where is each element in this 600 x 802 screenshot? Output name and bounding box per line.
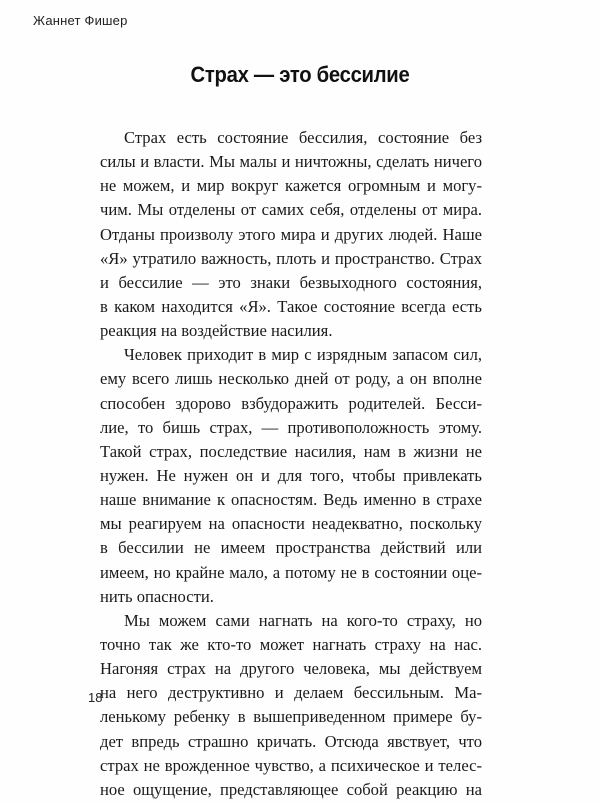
text-line: нить опасности. xyxy=(100,586,214,606)
text-line: чим. Мы отделены от самих себя, отделены от мира. xyxy=(100,200,482,220)
text-line: Мы можем сами нагнать на кого-то страху, но xyxy=(124,610,482,630)
text-line: ему всего лишь несколько дней от роду, а он вполне xyxy=(100,369,482,389)
text-line: реакция на воздействие насилия. xyxy=(100,321,333,341)
text-line: и бессилие — это знаки безвыходного состояния, xyxy=(100,272,482,292)
text-line: страх не врожденное чувство, а психическое и телес- xyxy=(100,755,482,775)
chapter-title: Страх — это бессилие xyxy=(190,62,410,87)
text-line: точно так же кто-то может нагнать страху на нас. xyxy=(100,634,482,654)
paragraph-1 xyxy=(100,126,482,343)
text-line: ленькому ребенку в вышеприведенном примере бу- xyxy=(100,707,482,727)
text-line: ное ощущение, представляющее собой реакцию на xyxy=(100,779,482,799)
text-line: способен здорово взбудоражить родителей. Бесси- xyxy=(100,393,482,413)
text-line: Такой страх, последствие насилия, нам в жизни не xyxy=(100,441,482,461)
text-line: Нагоняя страх на другого человека, мы действуем xyxy=(100,659,482,679)
body-text xyxy=(100,126,482,802)
text-line: в каком находится «Я». Такое состояние всегда есть xyxy=(100,296,482,316)
text-line: наше внимание к опасностям. Ведь именно в страхе xyxy=(100,490,482,510)
text-line: лие, то бишь страх, — противоположность этому. xyxy=(100,417,482,437)
text-line: дет впредь страшно кричать. Отсюда явствует, что xyxy=(100,731,482,751)
text-line: не можем, и мир вокруг кажется огромным и могу- xyxy=(100,176,482,196)
text-line: Отданы произволу этого мира и других людей. Наше xyxy=(100,224,482,244)
text-line: в бессилии не имеем пространства действий или xyxy=(100,538,482,558)
page-number: 18 xyxy=(88,690,103,705)
text-line: мы реагируем на опасности неадекватно, поскольку xyxy=(100,514,482,534)
paragraph-2 xyxy=(100,343,482,609)
text-line: на него деструктивно и делаем бессильным. Ма- xyxy=(100,683,482,703)
text-line: «Я» утратило важность, плоть и пространство. Страх xyxy=(100,248,482,268)
paragraph-3 xyxy=(100,609,482,802)
text-line: нужен. Не нужен он и для того, чтобы привлекать xyxy=(100,465,482,485)
text-line: имеем, но крайне мало, а потому не в состоянии оце- xyxy=(100,562,482,582)
running-header-author: Жаннет Фишер xyxy=(33,13,128,28)
text-line: Человек приходит в мир с изрядным запасом сил, xyxy=(124,345,482,365)
text-line: Страх есть состояние бессилия, состояние без xyxy=(124,128,482,147)
text-line: силы и власти. Мы малы и ничтожны, сделать ничего xyxy=(100,152,482,172)
